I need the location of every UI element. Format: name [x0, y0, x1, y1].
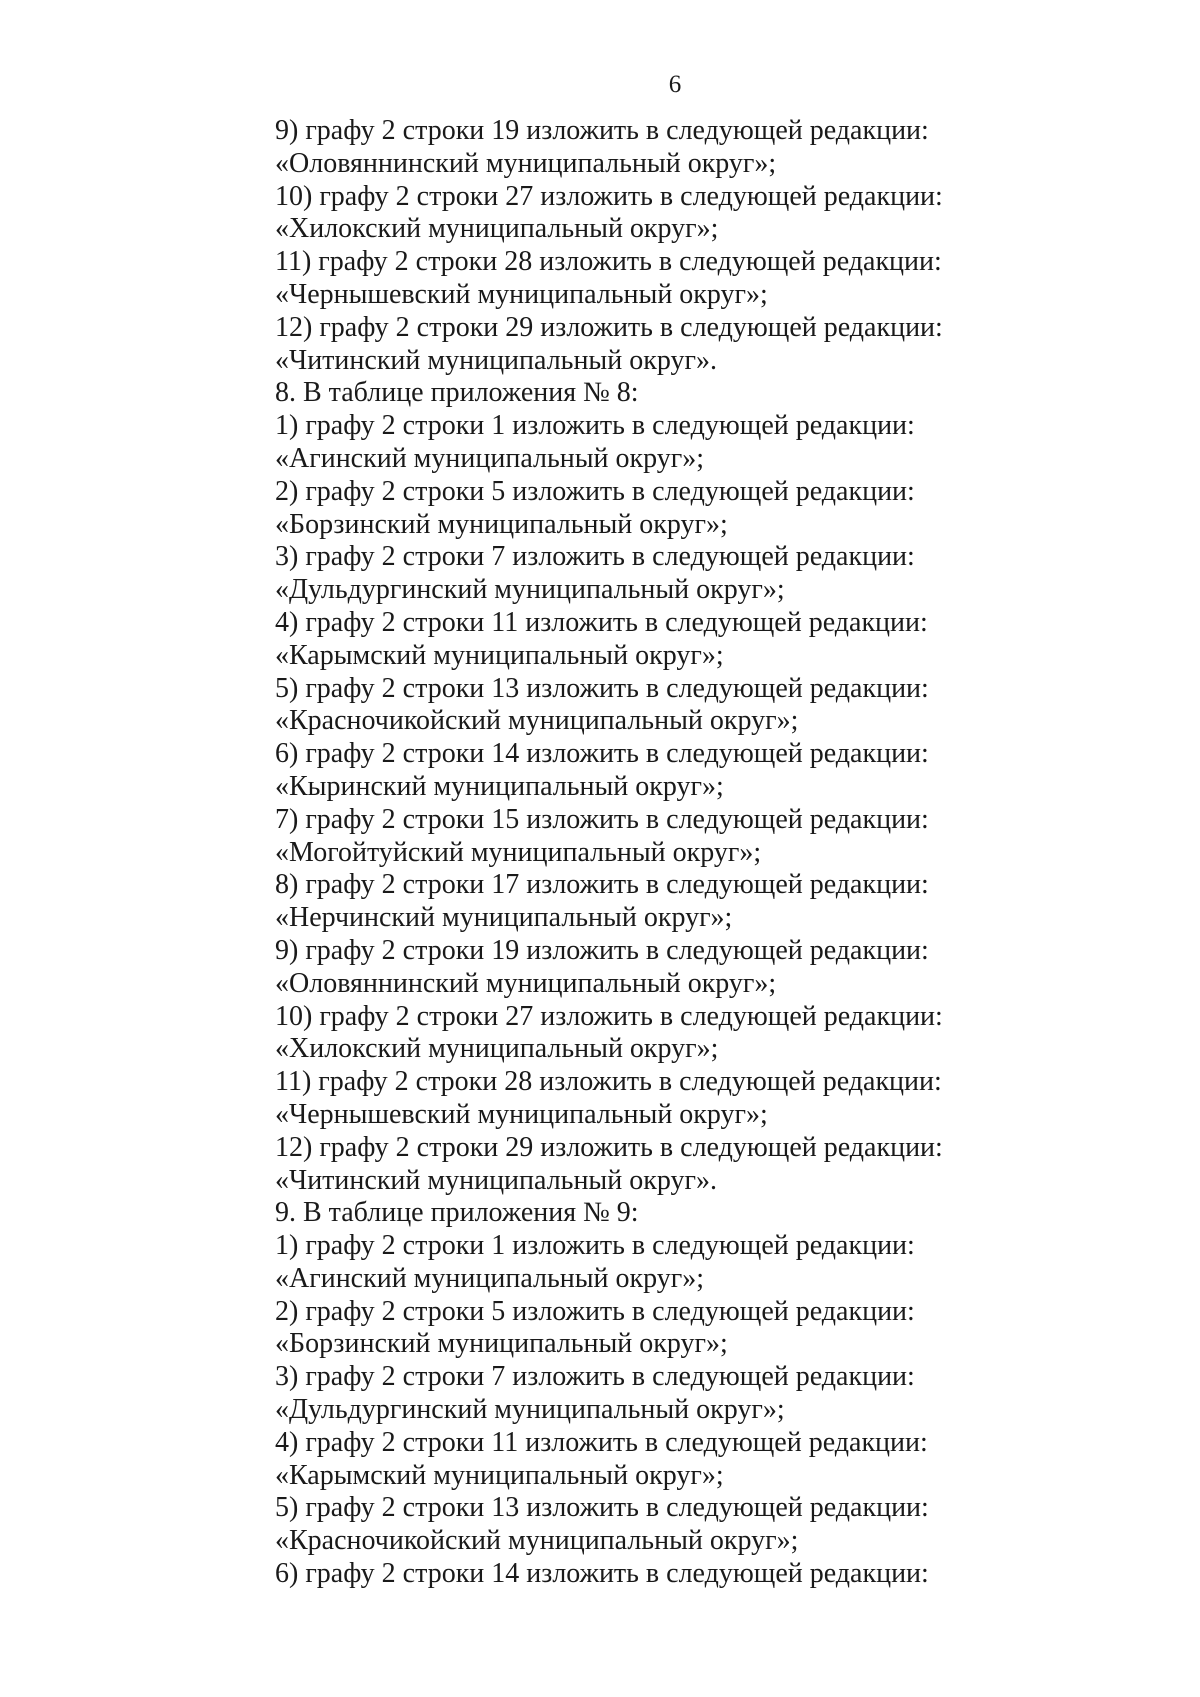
text-line: 5) графу 2 строки 13 изложить в следующей редакции:	[275, 672, 929, 704]
text-line: 8) графу 2 строки 17 изложить в следующей редакции:	[275, 869, 929, 901]
text-line: 4) графу 2 строки 11 изложить в следующей редакции:	[275, 1426, 928, 1458]
text-line: 11) графу 2 строки 28 изложить в следующей редакции:	[275, 246, 942, 278]
text-line: 7) графу 2 строки 15 изложить в следующей редакции:	[275, 803, 929, 835]
text-line: «Хилокский муниципальный округ»;	[275, 1033, 719, 1065]
text-line: 12) графу 2 строки 29 изложить в следующей редакции:	[275, 311, 943, 343]
text-line: «Оловяннинский муниципальный округ»;	[275, 967, 777, 999]
text-line: 6) графу 2 строки 14 изложить в следующей редакции:	[275, 1558, 929, 1590]
text-line: 1) графу 2 строки 1 изложить в следующей редакции:	[275, 410, 915, 442]
text-line: «Агинский муниципальный округ»;	[275, 1262, 705, 1294]
text-line: «Читинский муниципальный округ».	[275, 344, 717, 376]
text-line: 6) графу 2 строки 14 изложить в следующей редакции:	[275, 738, 929, 770]
text-line: «Агинский муниципальный округ»;	[275, 442, 705, 474]
text-line: «Могойтуйский муниципальный округ»;	[275, 836, 762, 868]
text-line: 3) графу 2 строки 7 изложить в следующей редакции:	[275, 1361, 915, 1393]
text-line: «Хилокский муниципальный округ»;	[275, 213, 719, 245]
document-body	[275, 115, 1095, 1591]
text-line: «Красночикойский муниципальный округ»;	[275, 705, 799, 737]
text-line: 2) графу 2 строки 5 изложить в следующей редакции:	[275, 475, 915, 507]
text-line: «Красночикойский муниципальный округ»;	[275, 1525, 799, 1557]
text-line: 5) графу 2 строки 13 изложить в следующей редакции:	[275, 1492, 929, 1524]
text-line: «Борзинский муниципальный округ»;	[275, 1328, 728, 1360]
text-line: «Карымский муниципальный округ»;	[275, 639, 724, 671]
text-line: 10) графу 2 строки 27 изложить в следующей редакции:	[275, 180, 943, 212]
text-line: «Читинский муниципальный округ».	[275, 1164, 717, 1196]
text-line: «Чернышевский муниципальный округ»;	[275, 1098, 768, 1130]
text-line: «Борзинский муниципальный округ»;	[275, 508, 728, 540]
text-line: 1) графу 2 строки 1 изложить в следующей редакции:	[275, 1230, 915, 1262]
text-line: 10) графу 2 строки 27 изложить в следующей редакции:	[275, 1000, 943, 1032]
text-line: «Чернышевский муниципальный округ»;	[275, 278, 768, 310]
page-number: 6	[668, 71, 682, 98]
text-line: 9) графу 2 строки 19 изложить в следующей редакции:	[275, 115, 929, 146]
text-line: 8. В таблице приложения № 8:	[275, 377, 639, 409]
text-line: «Дульдургинский муниципальный округ»;	[275, 1394, 785, 1426]
text-line: «Кыринский муниципальный округ»;	[275, 770, 724, 802]
text-line: 11) графу 2 строки 28 изложить в следующей редакции:	[275, 1066, 942, 1098]
text-line: «Карымский муниципальный округ»;	[275, 1459, 724, 1491]
text-line: 9. В таблице приложения № 9:	[275, 1197, 639, 1229]
text-line: «Дульдургинский муниципальный округ»;	[275, 574, 785, 606]
text-line: 2) графу 2 строки 5 изложить в следующей редакции:	[275, 1295, 915, 1327]
text-line: 12) графу 2 строки 29 изложить в следующей редакции:	[275, 1131, 943, 1163]
text-line: 4) графу 2 строки 11 изложить в следующей редакции:	[275, 606, 928, 638]
text-line: «Оловяннинский муниципальный округ»;	[275, 147, 777, 179]
text-line: 9) графу 2 строки 19 изложить в следующей редакции:	[275, 934, 929, 966]
text-line: «Нерчинский муниципальный округ»;	[275, 902, 733, 934]
text-line: 3) графу 2 строки 7 изложить в следующей редакции:	[275, 541, 915, 573]
